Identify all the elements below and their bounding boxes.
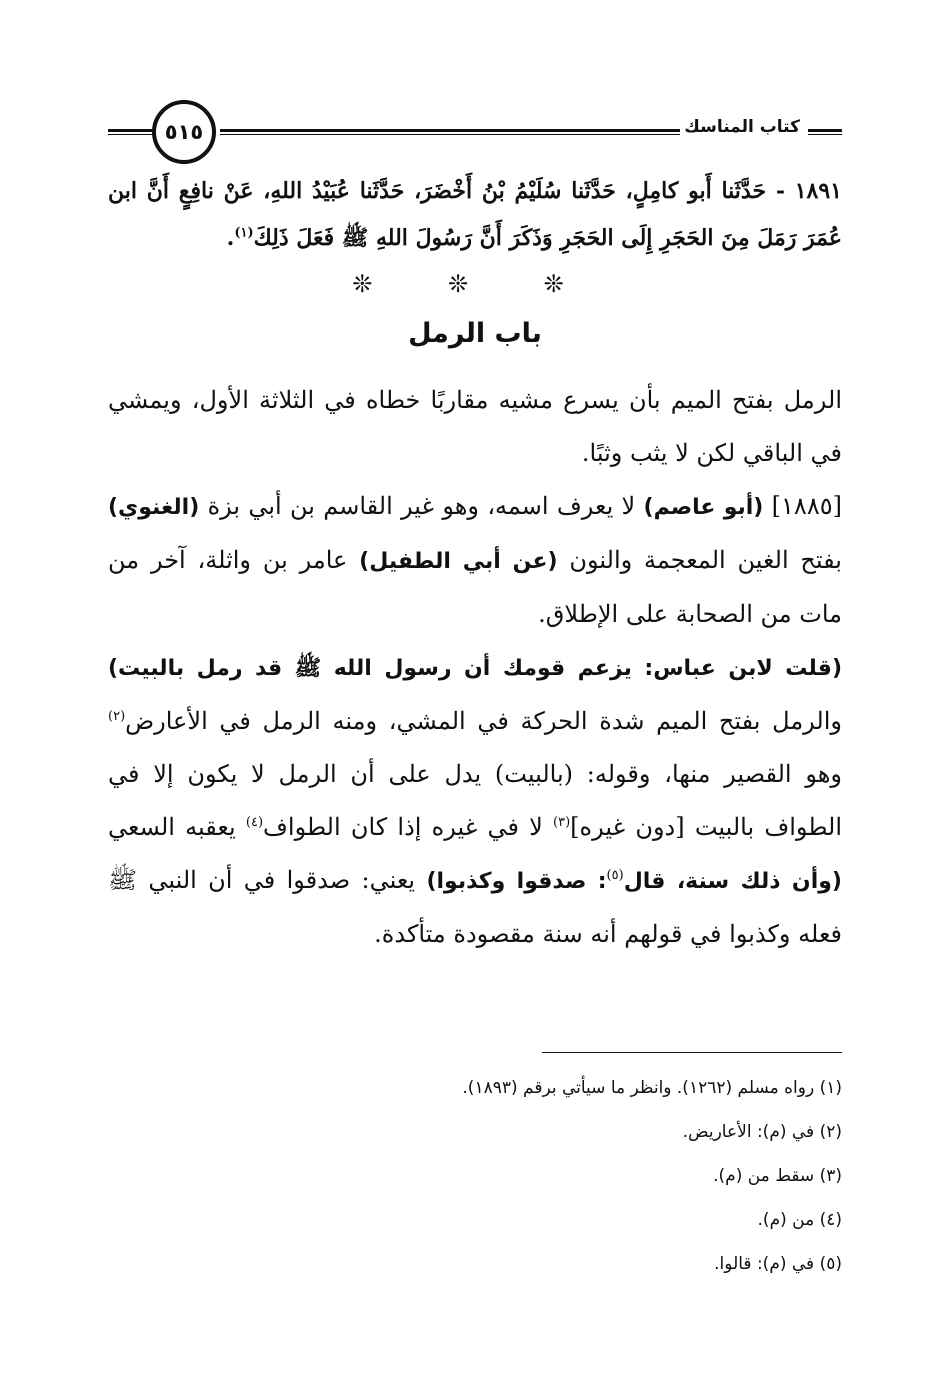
commentary-text: والرمل بفتح الميم شدة الحركة في المشي، ومنه الرمل في الأعارض — [125, 707, 842, 735]
quoted-term: (عن أبي الطفيل) — [359, 549, 558, 574]
hadith-text — [108, 168, 842, 262]
page-number: ٥١٥ — [152, 100, 216, 164]
commentary-text: يعني: صدقوا في أن النبي ﷺ فعله وكذبوا في قولهم أنه سنة مقصودة متأكدة. — [108, 866, 842, 948]
chapter-title: باب الرمل — [408, 318, 542, 349]
page-header — [108, 100, 842, 170]
commentary-text: لا يعرف اسمه، وهو غير القاسم بن أبي بزة — [207, 492, 636, 520]
footnote-ref-2: (٢) — [108, 709, 126, 724]
header-rule-left — [108, 129, 158, 135]
paragraph-commentary-1885 — [108, 480, 842, 641]
footnote-ref-1: (١) — [234, 225, 254, 241]
section-separator: ❊ ❊ ❊ — [352, 270, 598, 298]
hadith-end: . — [226, 225, 235, 251]
quoted-term: (وأن ذلك سنة، قال — [623, 869, 842, 894]
header-rule-right — [808, 129, 842, 135]
quoted-term: (الغنوي) — [108, 495, 200, 520]
footnote-ref-3: (٣) — [553, 815, 571, 830]
footnote-ref-5: (٥) — [606, 868, 624, 883]
header-rule-main — [220, 129, 702, 135]
footnote-3: (٣) سقط من (م). — [713, 1166, 842, 1186]
quoted-term: (أبو عاصم) — [643, 495, 764, 520]
footnote-ref-4: (٤) — [245, 815, 264, 830]
footnote-4: (٤) من (م). — [757, 1210, 842, 1230]
page-body — [108, 168, 842, 961]
footnote-divider — [542, 1052, 842, 1053]
commentary-text: لا في غيره إذا كان الطواف — [263, 813, 543, 841]
quoted-term: (قلت لابن عباس: يزعم قومك أن رسول الله ﷺ قد رمل بالبيت) — [108, 656, 842, 681]
commentary-text: وهو القصير منها، وقوله: (بالبيت) يدل على أن الرمل لا يكون إلا في الطواف بالبيت [دون غيره] — [108, 760, 842, 841]
running-head: كتاب المناسك — [680, 117, 804, 137]
footnote-1: (١) رواه مسلم (١٢٦٢). وانظر ما سيأتي برقم (١٨٩٣). — [462, 1078, 842, 1098]
paragraph-commentary-raml — [108, 641, 842, 961]
commentary-text: بفتح الغين المعجمة والنون — [569, 546, 842, 574]
commentary-text: عامر بن واثلة، آخر من مات من الصحابة على الإطلاق. — [108, 546, 842, 628]
hadith-body: ١٨٩١ - حَدَّثَنا أَبو كامِلٍ، حَدَّثَنا سُلَيْمُ بْنُ أَخْضَرَ، حَدَّثَنا عُبَيْدُ اللهِ، عَنْ نافِعٍ أَنَّ ابن عُمَرَ رَمَلَ مِنَ الحَجَرِ إِلَى الحَجَرِ وَذَكَرَ أَنَّ رَسُولَ اللهِ ﷺ فَعَلَ ذَلِكَ — [108, 178, 842, 251]
footnote-5: (٥) في (م): قالوا. — [714, 1254, 842, 1274]
footnotes — [108, 1066, 842, 1286]
hadith-number-ref: [١٨٨٥] — [771, 492, 842, 520]
footnote-2: (٢) في (م): الأعاريض. — [682, 1122, 842, 1142]
commentary-text: يعقبه السعي — [108, 813, 236, 841]
quoted-term: : صدقوا وكذبوا) — [426, 869, 607, 894]
paragraph-definition: الرمل بفتح الميم بأن يسرع مشيه مقاربًا خطاه في الثلاثة الأول، ويمشي في الباقي لكن لا يثب وثبًا. — [108, 386, 842, 467]
